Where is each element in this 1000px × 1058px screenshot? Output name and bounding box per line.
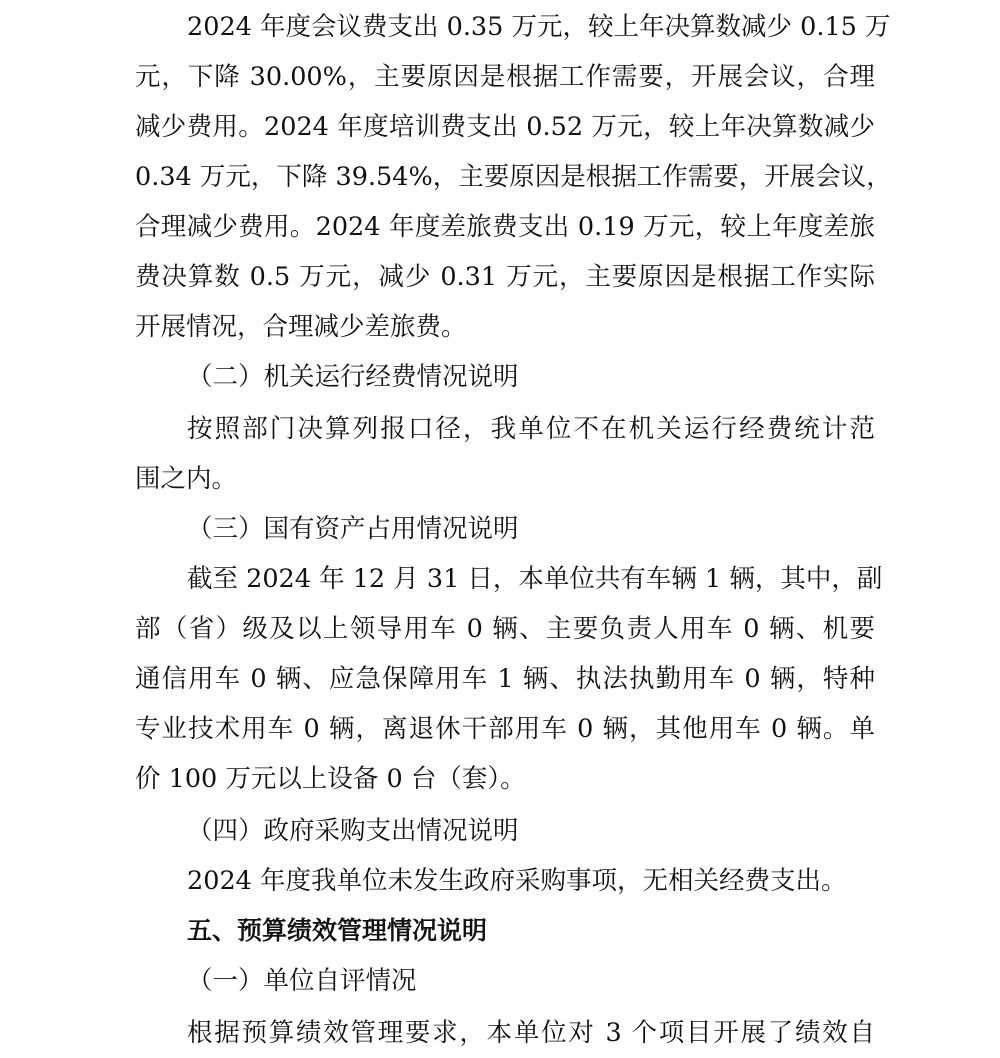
paragraph-line: 2024 年度会议费支出 0.35 万元，较上年决算数减少 0.15 万 xyxy=(187,12,891,42)
paragraph-line: 部（省）级及以上领导用车 0 辆、主要负责人用车 0 辆、机要 xyxy=(135,614,875,644)
paragraph-line: 减少费用。2024 年度培训费支出 0.52 万元，较上年决算数减少 xyxy=(135,112,875,142)
section-heading: （三）国有资产占用情况说明 xyxy=(187,514,519,544)
section-heading: （一）单位自评情况 xyxy=(187,966,417,996)
section-heading: （四）政府采购支出情况说明 xyxy=(187,816,519,846)
paragraph-line: 合理减少费用。2024 年度差旅费支出 0.19 万元，较上年度差旅 xyxy=(135,212,875,242)
paragraph-line: 围之内。 xyxy=(135,464,238,494)
paragraph-line: 按照部门决算列报口径，我单位不在机关运行经费统计范 xyxy=(187,414,875,444)
paragraph-line: 通信用车 0 辆、应急保障用车 1 辆、执法执勤用车 0 辆，特种 xyxy=(135,664,875,694)
paragraph-line: 截至 2024 年 12 月 31 日，本单位共有车辆 1 辆，其中，副 xyxy=(187,564,883,594)
paragraph-line: 2024 年度我单位未发生政府采购事项，无相关经费支出。 xyxy=(187,866,847,896)
section-heading: （二）机关运行经费情况说明 xyxy=(187,362,519,392)
paragraph-line: 开展情况，合理减少差旅费。 xyxy=(135,312,467,342)
paragraph-line: 费决算数 0.5 万元，减少 0.31 万元，主要原因是根据工作实际 xyxy=(135,262,875,292)
chapter-heading: 五、预算绩效管理情况说明 xyxy=(187,916,488,945)
paragraph-line: 0.34 万元，下降 39.54%，主要原因是根据工作需要，开展会议， xyxy=(135,162,892,192)
paragraph-line: 专业技术用车 0 辆，离退休干部用车 0 辆，其他用车 0 辆。单 xyxy=(135,714,875,744)
paragraph-line: 根据预算绩效管理要求，本单位对 3 个项目开展了绩效自 xyxy=(187,1018,875,1048)
paragraph-line: 价 100 万元以上设备 0 台（套）。 xyxy=(135,764,526,794)
paragraph-line: 元，下降 30.00%，主要原因是根据工作需要，开展会议，合理 xyxy=(135,62,875,92)
